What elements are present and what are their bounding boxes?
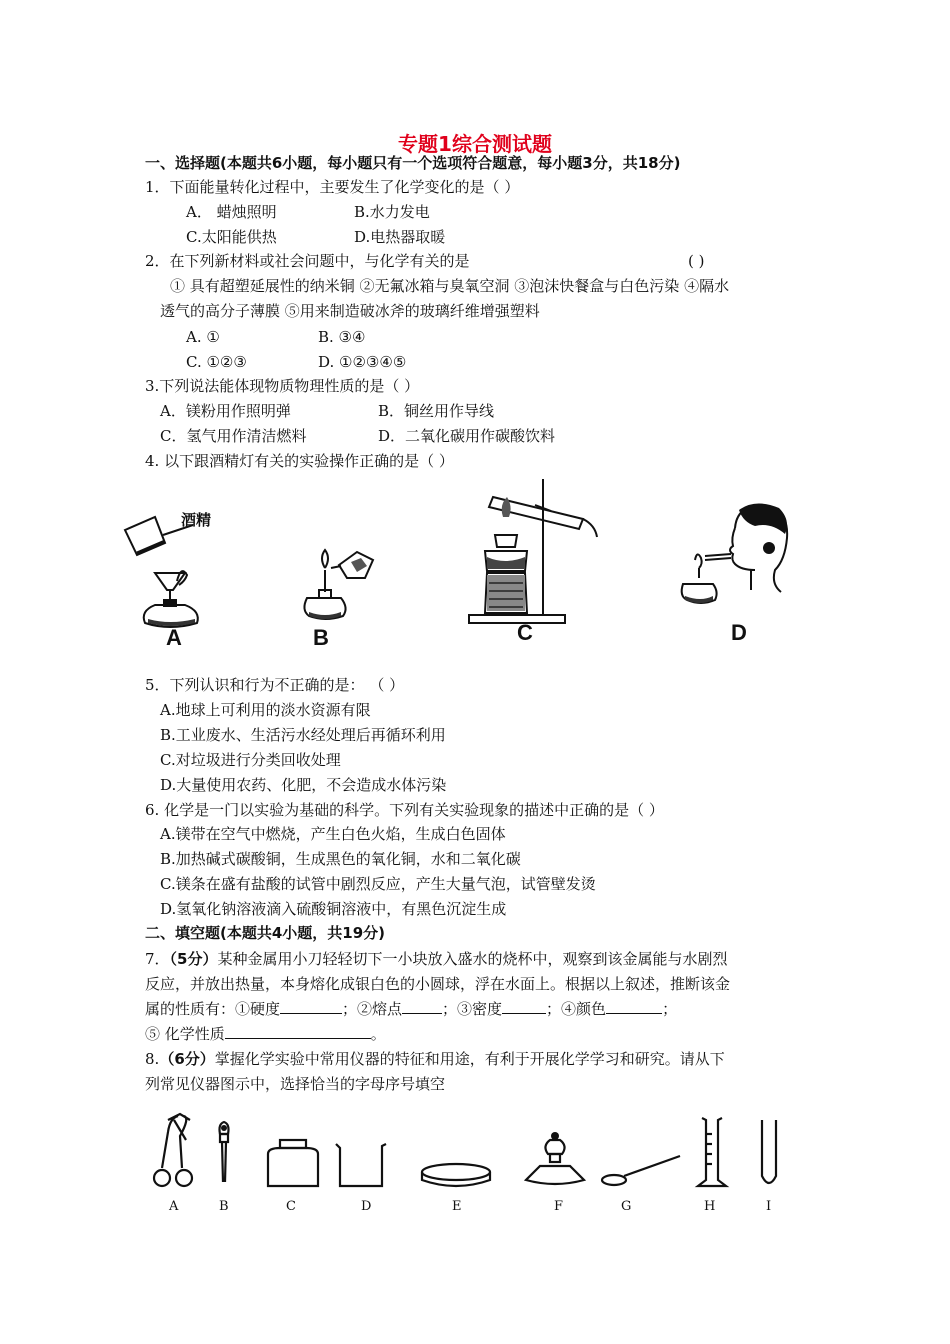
lamp-figure-d xyxy=(675,500,795,620)
instrument-label-a: A xyxy=(169,1199,179,1214)
instrument-label-g: G xyxy=(621,1199,632,1214)
q2-stem: 2．在下列新材料或社会问题中，与化学有关的是 xyxy=(145,252,470,270)
instrument-label-f: F xyxy=(554,1199,564,1214)
beaker-icon xyxy=(336,1144,386,1186)
q3-option-d: D．二氧化碳用作碳酸饮料 xyxy=(378,427,556,445)
q4-figures xyxy=(115,495,815,655)
q5-stem: 5．下列认识和行为不正确的是： （ ） xyxy=(145,676,405,694)
q5-option-c: C.对垃圾进行分类回收处理 xyxy=(160,751,341,769)
q1-option-b: B.水力发电 xyxy=(354,203,430,221)
q7-line2: 反应，并放出热量，本身熔化成银白色的小圆球，浮在水面上。根据以上叙述，推断该金 xyxy=(145,975,731,993)
q1-option-a: A． 蜡烛照明 xyxy=(186,203,277,221)
q4-stem: 4. 以下跟酒精灯有关的实验操作正确的是（ ） xyxy=(145,452,454,470)
q5-option-b: B.工业废水、生活污水经处理后再循环利用 xyxy=(160,726,446,744)
wide-mouth-bottle-icon xyxy=(268,1140,318,1186)
q1-option-d: D.电热器取暖 xyxy=(354,228,446,246)
q7-melting-blank[interactable] xyxy=(402,999,442,1014)
q2-paren: ( ) xyxy=(688,252,705,270)
instrument-label-e: E xyxy=(452,1199,462,1214)
q5-option-d: D.大量使用农药、化肥，不会造成水体污染 xyxy=(160,776,447,794)
q7-line4 xyxy=(145,1023,386,1045)
alcohol-label: 酒精 xyxy=(181,512,212,529)
q7-line3 xyxy=(145,998,677,1020)
q5-option-a: A.地球上可利用的淡水资源有限 xyxy=(160,701,371,719)
q8-text1: 掌握化学实验中常用仪器的特征和用途，有利于开展化学学习和研究。请从下 xyxy=(214,1050,725,1068)
q6-option-a: A.镁带在空气中燃烧，产生白色火焰，生成白色固体 xyxy=(160,825,506,843)
q2-option-a: A. ① xyxy=(186,328,220,346)
instrument-label-c: C xyxy=(286,1199,296,1214)
page-title: 专题1综合测试题 xyxy=(398,132,552,156)
q3-option-b: B．铜丝用作导线 xyxy=(378,402,495,420)
q7-density-label: ；③密度 xyxy=(442,1000,503,1018)
section-fill-heading: 二、填空题(本题共4小题，共19分) xyxy=(145,924,386,942)
figure-a-label: A xyxy=(166,625,182,650)
figure-d-label: D xyxy=(731,620,747,645)
q7-text1: 某种金属用小刀轻轻切下一小块放入盛水的烧杯中，观察到该金属能与水剧烈 xyxy=(217,950,728,968)
lamp-figure-b xyxy=(295,540,385,630)
q8-score: （6分） xyxy=(159,1050,215,1068)
q6-stem: 6. 化学是一门以实验为基础的科学。下列有关实验现象的描述中正确的是（ ） xyxy=(145,801,664,819)
alcohol-lamp-icon xyxy=(526,1140,584,1184)
q7-chemical-blank[interactable] xyxy=(225,1024,371,1039)
instrument-label-b: B xyxy=(219,1199,229,1214)
q3-stem: 3.下列说法能体现物质物理性质的是（ ） xyxy=(145,377,420,395)
q7-line4-end: 。 xyxy=(370,1025,386,1043)
q7-chemical-label: ⑤ 化学性质 xyxy=(145,1025,225,1043)
instrument-label-h: H xyxy=(704,1199,716,1214)
instrument-label-d: D xyxy=(361,1199,372,1214)
q7-line3-end: ； xyxy=(662,1000,678,1018)
q8-line2: 列常见仪器图示中，选择恰当的字母序号填空 xyxy=(145,1075,446,1093)
q7-line1 xyxy=(145,948,728,970)
q6-option-b: B.加热碱式碳酸铜，生成黑色的氧化铜，水和二氧化碳 xyxy=(160,850,521,868)
q2-option-b: B. ③④ xyxy=(318,328,366,346)
q7-color-blank[interactable] xyxy=(606,999,662,1014)
q7-color-label: ；④颜色 xyxy=(546,1000,607,1018)
crucible-tongs-icon xyxy=(154,1116,192,1186)
test-tube-icon xyxy=(762,1120,776,1183)
q1-option-c: C.太阳能供热 xyxy=(186,228,277,246)
q7-hardness-blank[interactable] xyxy=(280,999,342,1014)
q3-option-c: C．氢气用作清洁燃料 xyxy=(160,427,307,445)
lamp-figure-a xyxy=(115,495,245,645)
q7-density-blank[interactable] xyxy=(502,999,546,1014)
q1-stem: 1．下面能量转化过程中，主要发生了化学变化的是（ ） xyxy=(145,178,520,196)
figure-c-label: C xyxy=(517,620,533,645)
q7-hardness-label: 属的性质有：①硬度 xyxy=(145,1000,281,1018)
q6-option-c: C.镁条在盛有盐酸的试管中剧烈反应，产生大量气泡，试管壁发烫 xyxy=(160,875,596,893)
q8-instruments xyxy=(150,1110,800,1220)
q8-line1 xyxy=(145,1048,725,1070)
q2-option-c: C. ①②③ xyxy=(186,353,247,371)
q7-score: （5分） xyxy=(169,950,218,968)
instruments-drawing xyxy=(150,1110,800,1195)
q2-item-line1: ① 具有超塑延展性的纳米铜 ②无氟冰箱与臭氧空洞 ③泡沫快餐盒与白色污染 ④隔水 xyxy=(170,277,730,295)
figure-b-label: B xyxy=(313,625,329,650)
q7-number: 7． xyxy=(145,950,170,968)
lamp-figure-c xyxy=(465,475,605,625)
q2-option-d: D. ①②③④⑤ xyxy=(318,353,407,371)
q8-number: 8. xyxy=(145,1050,160,1068)
q6-option-d: D.氢氧化钠溶液滴入硫酸铜溶液中，有黑色沉淀生成 xyxy=(160,900,507,918)
q7-melting-label: ；②熔点 xyxy=(342,1000,403,1018)
instrument-label-i: I xyxy=(766,1199,772,1214)
q2-item-line2: 透气的高分子薄膜 ⑤用来制造破冰斧的玻璃纤维增强塑料 xyxy=(160,302,540,320)
section-choice-heading: 一、选择题(本题共6小题，每小题只有一个选项符合题意，每小题3分，共18分) xyxy=(145,154,681,172)
q3-option-a: A．镁粉用作照明弹 xyxy=(160,402,291,420)
graduated-cylinder-icon xyxy=(698,1118,726,1186)
petri-dish-icon xyxy=(422,1164,490,1186)
medicine-spoon-icon xyxy=(602,1156,680,1185)
